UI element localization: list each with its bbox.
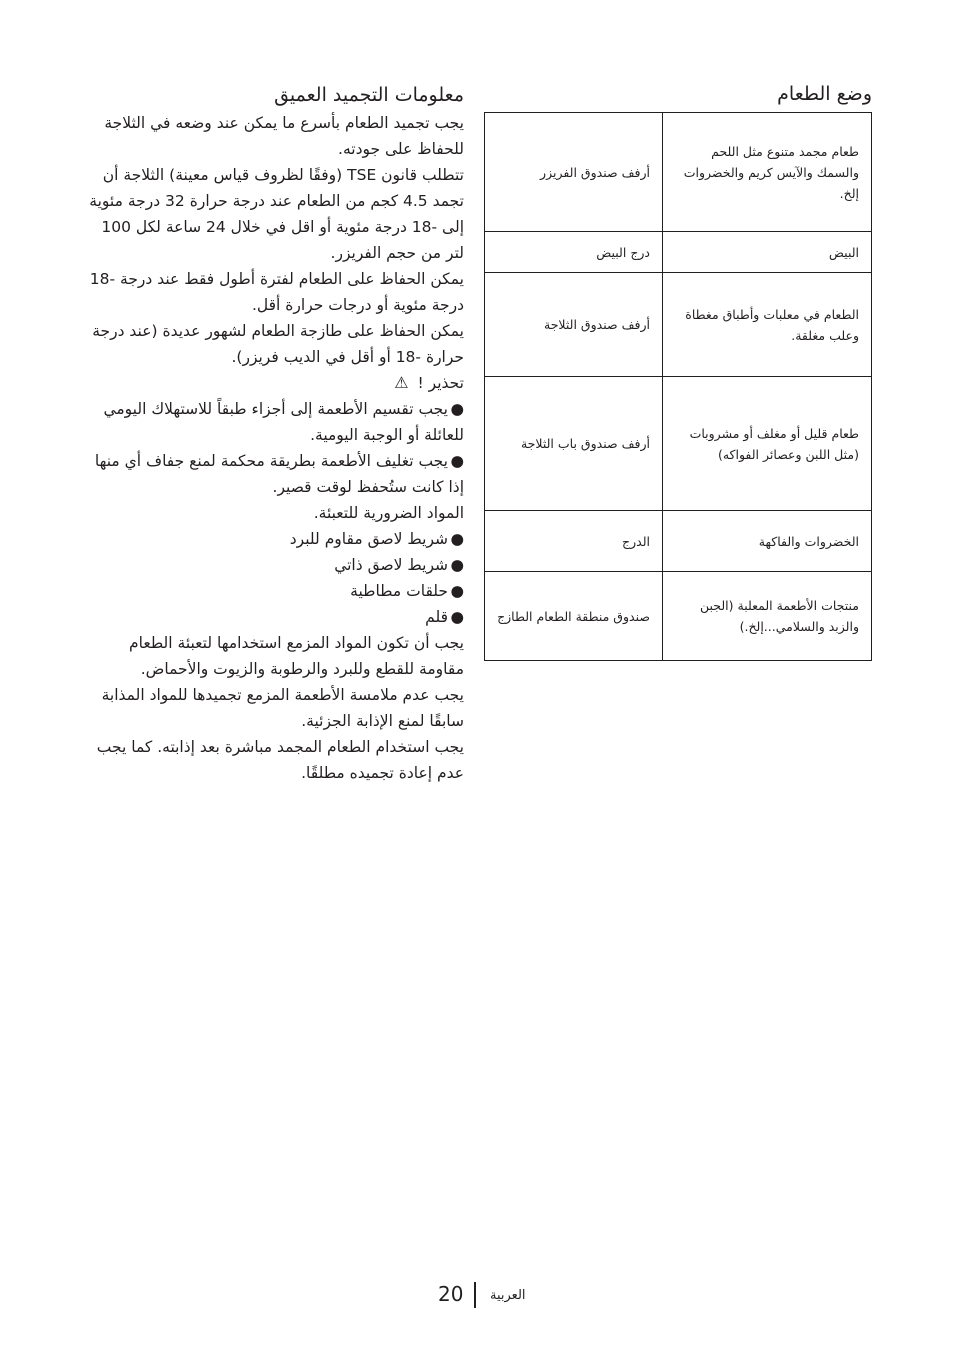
food-cell: الطعام في معلبات وأطباق مغطاة وعلب مغلقة.: [663, 273, 872, 377]
food-placement-section: [484, 82, 872, 661]
paragraph: يجب استخدام الطعام المجمد مباشرة بعد إذابته. كما يجب عدم إعادة تجميده مطلقًا.: [96, 738, 464, 782]
list-item: [80, 604, 464, 630]
list-item-text: حلقات مطاطية: [350, 582, 448, 600]
list-item-text: قلم: [425, 608, 448, 626]
deep-freeze-section: [80, 82, 464, 786]
warning-icon: ⚠: [394, 373, 409, 392]
bullet-icon: ●: [450, 608, 464, 626]
place-cell: أرفف صندوق الفريزر: [485, 113, 663, 232]
list-item-text: شريط لاصق مقاوم للبرد: [289, 530, 448, 548]
list-item-text: شريط لاصق ذاتي: [334, 556, 448, 574]
paragraph: المواد الضرورية للتعبئة.: [313, 504, 464, 522]
bullet-icon: ●: [450, 530, 464, 548]
list-item: [80, 552, 464, 578]
paragraph: يمكن الحفاظ على طازجة الطعام لشهور عديدة (عند درجة حرارة -18 أو أقل في الديب فريزر).: [92, 322, 464, 366]
paragraph: يجب عدم ملامسة الأطعمة المزمع تجميدها للمواد المذابة سابقًا لمنع الإذابة الجزئية.: [101, 686, 464, 730]
food-cell: الخضروات والفاكهة: [663, 511, 872, 572]
warning-label: تحذير !: [417, 374, 464, 392]
food-placement-table: [484, 112, 872, 661]
place-cell: درج البيض: [485, 232, 663, 273]
paragraph: يجب أن تكون المواد المزمع استخدامها لتعبئة الطعام مقاومة للقطع وللبرد والرطوبة والزيوت والأحماض.: [129, 634, 464, 678]
place-cell: أرفف صندوق باب الثلاجة: [485, 377, 663, 511]
footer-divider: [474, 1282, 476, 1308]
bullet-icon: ●: [450, 582, 464, 600]
table-row: [485, 113, 872, 232]
place-cell: الدرج: [485, 511, 663, 572]
section-title: وضع الطعام: [777, 83, 872, 105]
place-cell: أرفف صندوق الثلاجة: [485, 273, 663, 377]
table-row: [485, 377, 872, 511]
list-item: [80, 578, 464, 604]
bullet-icon: ●: [450, 556, 464, 574]
section-title: معلومات التجميد العميق: [274, 84, 464, 106]
list-item: [80, 396, 464, 448]
bullet-icon: ●: [450, 452, 464, 470]
language-label: العربية: [490, 1288, 526, 1303]
food-cell: طعام قليل أو مغلف أو مشروبات (مثل اللبن وعصائر الفواكه): [663, 377, 872, 511]
food-cell: منتجات الأطعمة المعلبة (الجبن والزبد والسلامي...إلخ.): [663, 572, 872, 661]
food-cell: طعام مجمد متنوع مثل اللحم والسمك والآيس كريم والخضروات إلخ.: [663, 113, 872, 232]
bullet-icon: ●: [450, 400, 464, 418]
list-item-text: يجب تغليف الأطعمة بطريقة محكمة لمنع جفاف أي منها إذا كانت ستُحفظ لوقت قصير.: [94, 452, 464, 496]
paragraph: تتطلب قانون TSE (وفقًا لظروف قياس معينة) الثلاجة أن تجمد 4.5 كجم من الطعام عند درجة حرارة 32 درجة مئوية إلى -18 درجة مئوية أو اقل في خلال 24 ساعة لكل 100 لتر من حجم الفريزر.: [89, 166, 464, 262]
list-item: [80, 526, 464, 552]
paragraph: يجب تجميد الطعام بأسرع ما يمكن عند وضعه في الثلاجة للحفاظ على جودته.: [104, 114, 464, 158]
table-row: [485, 511, 872, 572]
page-number: 20: [438, 1282, 464, 1306]
page-footer: [430, 1280, 570, 1308]
warning-heading: [80, 370, 464, 396]
food-cell: البيض: [663, 232, 872, 273]
list-item: [80, 448, 464, 500]
table-row: [485, 232, 872, 273]
table-row: [485, 572, 872, 661]
paragraph: يمكن الحفاظ على الطعام لفترة أطول فقط عند درجة -18 درجة مئوية أو درجات حرارة أقل.: [89, 270, 464, 314]
table-row: [485, 273, 872, 377]
list-item-text: يجب تقسيم الأطعمة إلى أجزاء طبقاً للاستهلاك اليومي للعائلة أو الوجبة اليومية.: [103, 400, 464, 444]
place-cell: صندوق منطقة الطعام الطازج: [485, 572, 663, 661]
